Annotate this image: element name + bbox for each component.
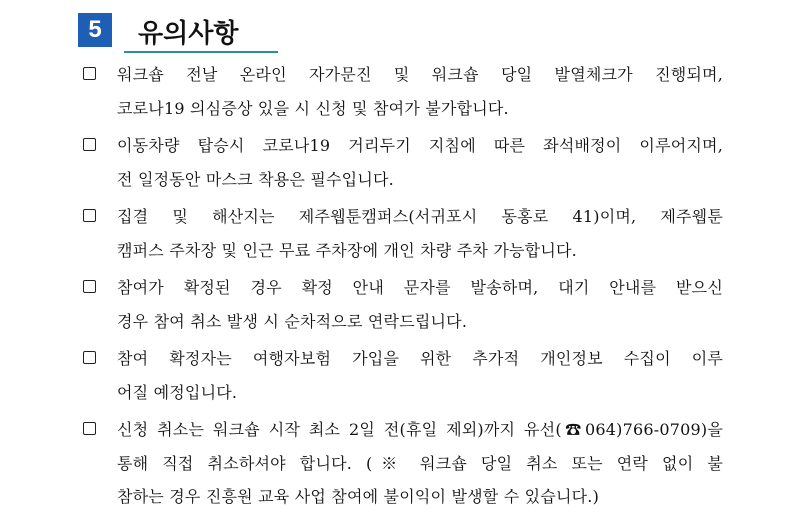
notice-line: 신청 취소는 워크숍 시작 최소 2일 전(휴일 제외)까지 유선(☎064)766-0709)을	[117, 420, 723, 439]
notice-line: 참하는 경우 진흥원 교육 사업 참여에 불이익이 발생할 수 있습니다.)	[117, 487, 600, 506]
notice-line: 경우 참여 취소 발생 시 순차적으로 연락드립니다.	[117, 311, 468, 331]
checkbox-icon	[83, 67, 96, 80]
notice-line: 코로나19 의심증상 있을 시 신청 및 참여가 불가합니다.	[117, 98, 509, 118]
notice-line: 어질 예정입니다.	[117, 382, 238, 402]
checkbox-icon	[83, 138, 96, 151]
section-title: 유의사항	[138, 19, 239, 49]
notice-line: 이동차량 탑승시 코로나19 거리두기 지침에 따른 좌석배정이 이루어지며,	[117, 136, 723, 155]
checkbox-icon	[83, 422, 96, 435]
notice-item	[83, 413, 723, 514]
notice-item	[83, 58, 723, 125]
notice-item	[83, 342, 723, 409]
section-number-badge: 5	[78, 13, 112, 47]
notice-item	[83, 271, 723, 338]
notice-line: 참여 확정자는 여행자보험 가입을 위한 추가적 개인정보 수집이 이루	[117, 349, 723, 368]
notice-line: 캠퍼스 주차장 및 인근 무료 주차장에 개인 차량 주차 가능합니다.	[117, 240, 577, 260]
notice-line: 참여가 확정된 경우 확정 안내 문자를 발송하며, 대기 안내를 받으신	[117, 278, 723, 297]
checkbox-icon	[83, 351, 96, 364]
notice-line: 통해 직접 취소하셔야 합니다. (※ 워크숍 당일 취소 또는 연락 없이 불	[117, 453, 723, 473]
notice-line: 워크숍 전날 온라인 자가문진 및 워크숍 당일 발열체크가 진행되며,	[117, 65, 723, 84]
notice-list	[83, 58, 723, 518]
checkbox-icon	[83, 280, 96, 293]
notice-line: 전 일정동안 마스크 착용은 필수입니다.	[117, 169, 394, 189]
notice-item	[83, 129, 723, 196]
notice-line: 집결 및 해산지는 제주웹툰캠퍼스(서귀포시 동홍로 41)이며, 제주웹툰	[117, 207, 723, 226]
checkbox-icon	[83, 209, 96, 222]
section-title-underline	[124, 12, 278, 53]
notice-item	[83, 200, 723, 267]
